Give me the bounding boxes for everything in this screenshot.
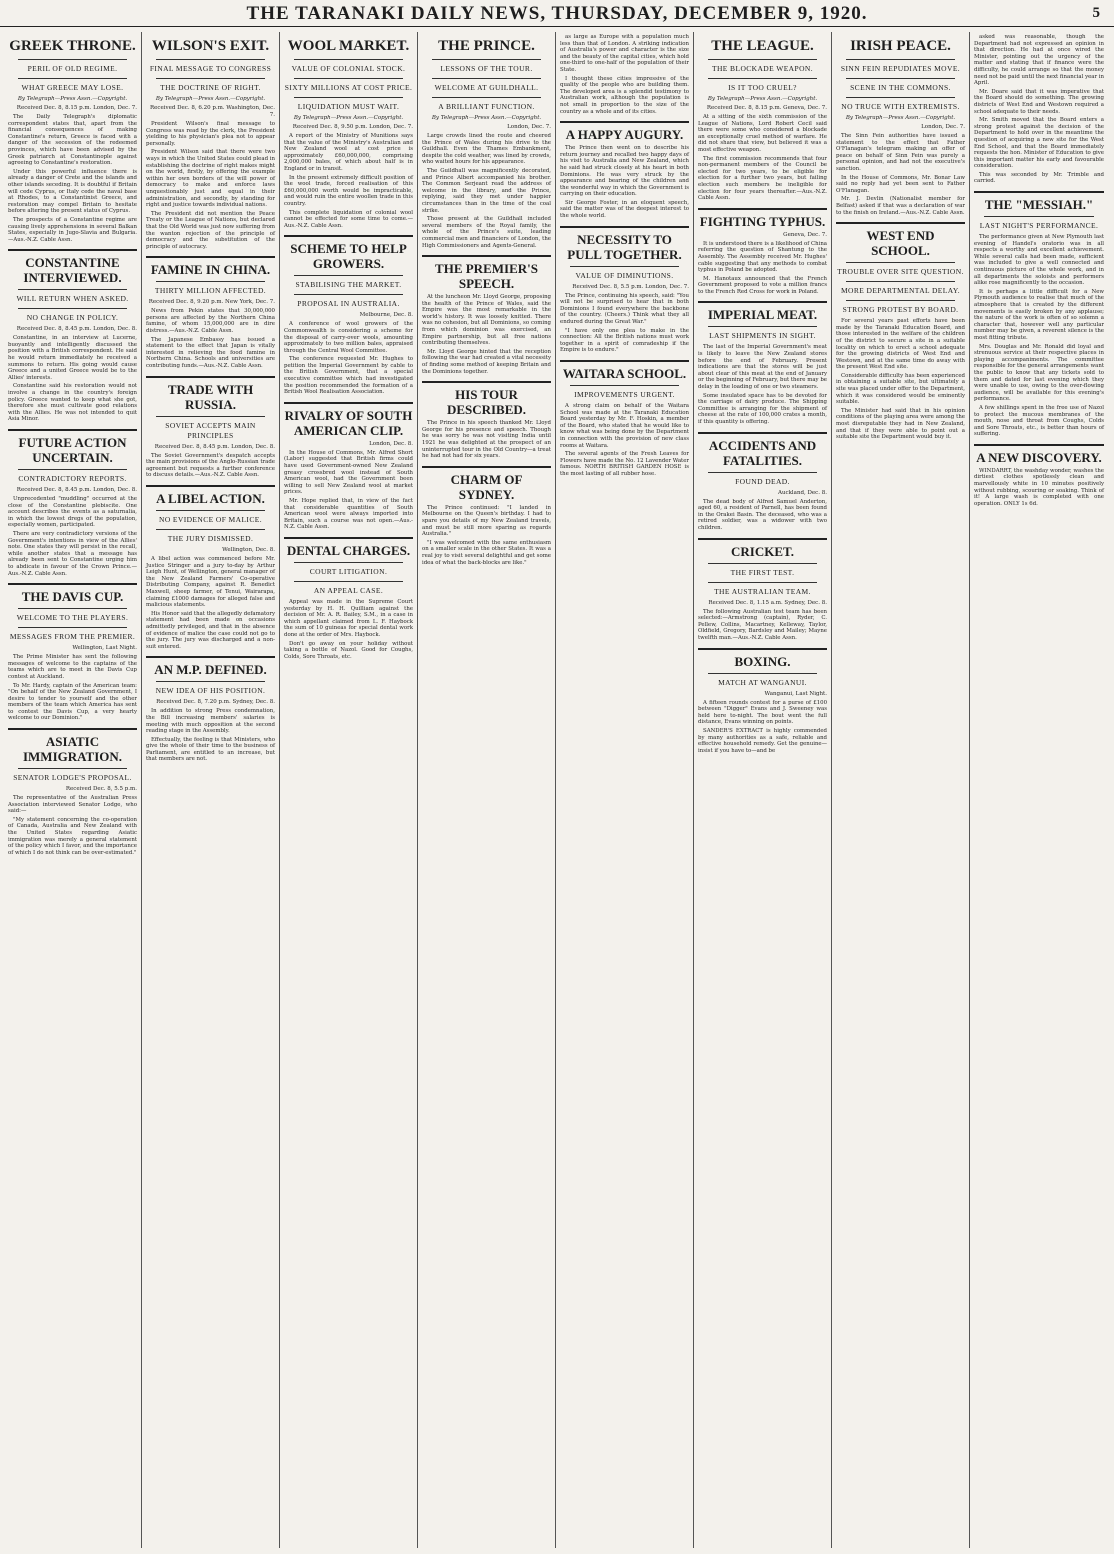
divider-rule (708, 472, 817, 473)
section-subhead: MATCH AT WANGANUI. (718, 677, 807, 687)
article-paragraph: The Daily Telegraph's diplomatic correspondent states that, apart from the financial consequences of making Constantine's return, Greece is faced with a danger of the secession of the redeemed provinces, which have been advised by the Greek patriarch at Constantinople against agreeing to Constantine's restoration. (8, 114, 137, 167)
article-subhead: FINAL MESSAGE TO CONGRESS (149, 64, 272, 73)
section-rule (560, 121, 689, 123)
divider-rule (156, 681, 265, 682)
divider-rule (846, 78, 955, 79)
section-subhead: LAST NIGHT'S PERFORMANCE. (979, 221, 1099, 231)
divider-rule (846, 281, 955, 282)
newspaper-title: THE TARANAKI DAILY NEWS, THURSDAY, DECEMBER 9, 1920. (246, 3, 868, 24)
section-paragraph: "I was welcomed with the same enthusiasm on a smaller scale in the other States. It was a real joy to visit several delightful and get some idea of what the back-blocks are like." (422, 539, 551, 566)
divider-rule (708, 563, 817, 564)
section-rule (422, 381, 551, 383)
section-paragraph: The Minister had said that in his opinion conditions of the playing area were among the most disreputable they had in New Zealand, and that if they were able to point out a suitable site the Department would buy it. (836, 407, 965, 441)
article-subhead: A BRILLIANT FUNCTION. (438, 102, 535, 111)
section-headline: DENTAL CHARGES. (286, 542, 411, 558)
section-headline: THE DAVIS CUP. (21, 589, 124, 605)
article-paragraph: The first commission recommends that four non-permanent members of the Council be elected for two years, to be eligible for election for a further two years, but failing election such members be ineligible for election for four years thereafter.—Aus.-N.Z. Cable Assn. (698, 155, 827, 202)
section-dateline: Received Dec. 8, 8.45 p.m. London, Dec. 8. (154, 443, 275, 450)
section-headline: THE PREMIER'S SPEECH. (435, 261, 538, 292)
section-headline: WEST END SCHOOL. (866, 228, 935, 259)
divider-rule (846, 300, 955, 301)
section-paragraph: The Prince in his speech thanked Mr. Lloyd George for his presence and speech. Though he was sorry he was not visiting India until 1921 he was delighted at the prospect of an uninterrupted tour in the Old Country—a treat he had not had for six years. (422, 420, 551, 460)
section-rule (8, 249, 137, 251)
section-rule (8, 728, 137, 730)
section-paragraph: The representative of the Australian Press Association interviewed Senator Lodge, who said:— (8, 795, 137, 815)
section-rule (146, 376, 275, 378)
section-rule (560, 360, 689, 362)
section-dateline: Wellington, Last Night. (72, 645, 137, 652)
section-subhead: IMPROVEMENTS URGENT. (574, 390, 675, 399)
section-dateline: Received Dec. 8, 9.20 p.m. New York, Dec. 7. (148, 299, 275, 306)
section-subhead: MESSAGES FROM THE PREMIER. (9, 632, 136, 642)
article-paragraph: In the House of Commons, Mr. Bonar Law said no reply had yet been sent to Father O'Flanagan. (836, 174, 965, 194)
wire-credit: By Telegraph—Press Assn.—Copyright. (17, 96, 128, 102)
section-paragraph: Some insulated space has to be devoted for the carriage of dairy produce. The Shipping Committee is arranging for the shipment of cheese at the rate of 100,000 crates a month, if this quantity is offering. (698, 392, 827, 425)
divider-rule (18, 627, 127, 628)
section-subhead: THE JURY DISMISSED. (167, 534, 254, 543)
divider-rule (294, 275, 403, 276)
section-paragraph: Constantine, in an interview at Lucerne, buoyantly and intelligently discussed the position with a British correspondent. He said he would return immediately he received a summons to return. His going would cause Greece and a united Greece would be to the Allies' interests. (8, 335, 137, 381)
article-paragraph: Large crowds lined the route and cheered the Prince of Wales during his drive to the Guildhall. Even the Thames Embankment, despite the cold weather, was lined by crowds, who waited hours for his appearance. (422, 133, 551, 166)
section-paragraph: Sir George Foster, in an eloquent speech, said the matter was of the deepest interest to the whole world. (560, 199, 689, 220)
divider-rule (18, 289, 127, 290)
section-dateline: Received Dec. 8, 5.5 p.m. (65, 786, 137, 793)
section-subhead: THE FIRST TEST. (730, 567, 795, 577)
article-subhead: WELCOME AT GUILDHALL. (434, 83, 539, 92)
section-dateline: Melbourne, Dec. 8. (359, 312, 413, 319)
section-subhead: THE AUSTRALIAN TEAM. (714, 586, 811, 596)
section-paragraph: The Prince then went on to describe his return journey and recalled two happy days of his visit to Australia and New Zealand, which he said had struck closely at his heart in both Dominions. He was very struck by the appearance and bearing of the children and the wonderful way in which the Government is carrying on their education. (560, 145, 689, 198)
section-rule (146, 656, 275, 658)
section-headline: FAMINE IN CHINA. (150, 262, 271, 278)
section-dateline: Received Dec. 8, 8.45 p.m. London, Dec. 8. (16, 487, 137, 493)
section-paragraph: This was seconded by Mr. Trimble and carried. (974, 171, 1104, 185)
section-paragraph: His Honor said that the allegedly defamatory statement had been made on occasions admittedly privileged, and that in the absence of evidence of malice the case could not go to the jury. The jury was discharged and a non-suit entered. (146, 610, 275, 650)
divider-rule (846, 97, 955, 98)
article-subhead: THE DOCTRINE OF RIGHT. (160, 83, 261, 92)
section-rule (560, 226, 689, 228)
section-headline: CRICKET. (731, 543, 794, 559)
section-paragraph: It is perhaps a little difficult for a New Plymouth audience to realise that much of the atmosphere that is created by the different movements is easily broken by any applause; the nature of the work is often of so solemn a character that, however well any particular number may be given, a reverent silence is the most fitting tribute. (974, 288, 1104, 341)
section-rule (698, 208, 827, 210)
section-paragraph: It is understood there is a likelihood of China referring the question of Shantung to the Assembly. The Assembly received Mr. Hughes' cable suggesting that any methods to combat typhus in Poland be adopted. (698, 240, 827, 274)
section-subhead: MORE DEPARTMENTAL DELAY. (840, 286, 961, 296)
article-paragraph: as large as Europe with a population much less than that of London. A striking indication of Australia's power and character is the size and the beauty of the capital cities, which hold one-third to one-half of the population of their State. (560, 34, 689, 73)
article-subhead: SCENE IN THE COMMONS. (850, 83, 951, 92)
wire-credit: By Telegraph—Press Assn.—Copyright. (431, 115, 542, 121)
section-paragraph: The Prince continued: "I landed in Melbourne on the Queen's birthday. I had to spare you details of my New Zealand travels, and must be still more sparing as regards Australia." (422, 504, 551, 538)
section-headline: SCHEME TO HELP GROWERS. (290, 241, 407, 272)
divider-rule (432, 59, 541, 60)
article-paragraph: In the present extremely difficult position of the wool trade, forced realisation of this £60,000,000 worth would be impracticable, and would ruin the entire woollen trade in this country. (284, 174, 413, 207)
section-subhead: TROUBLE OVER SITE QUESTION. (837, 267, 964, 277)
article-dateline: Received Dec. 8, 8.15 p.m. London, Dec. 7. (16, 105, 137, 111)
section-paragraph: To Mr. Hardy, captain of the American team: "On behalf of the New Zealand Government, I desire to tender to yourself and the other members of the team which America has sent to contest the Davis Cup, a very hearty welcome to our Dominion." (8, 682, 137, 722)
divider-rule (18, 608, 127, 609)
section-subhead: SOVIET ACCEPTS MAIN PRINCIPLES (165, 420, 256, 440)
divider-rule (18, 59, 127, 60)
section-paragraph: The following Australian test team has been selected:—Armstrong (captain), Ryder, C. Pellew, Collins, Macartney, Kelleway, Taylor, Oldfield, Gregory, Bardsley and Mailey; Mayne twelfth man.—Aus.-N.Z. Cable Assn. (698, 608, 827, 641)
divider-rule (846, 262, 955, 263)
section-rule (284, 537, 413, 539)
divider-rule (294, 294, 403, 295)
article-dateline: London, Dec. 7. (921, 124, 965, 130)
section-paragraph: "I have only one plea to make in the connection: All the British nations must work together in a spirit of comradeship if the Empire is to endure." (560, 327, 689, 354)
section-paragraph: In the House of Commons, Mr. Alfred Short (Labor) suggested that British firms could have used Government-owned New Zealand greasy crossbred wool instead of South American wool, had the Government been willing to sell New Zealand wool at market prices. (284, 449, 413, 496)
section-paragraph: Mr. Hope replied that, in view of the fact that considerable quantities of South American wool were always imported into Britain, such a course was not open.—Aus.-N.Z. Cable Assn. (284, 498, 413, 531)
article-subhead: VALUE OF COLONIAL STOCK. (291, 64, 406, 73)
section-subhead: VALUE OF DIMINUTIONS. (575, 270, 674, 280)
section-paragraph: Don't go away on your holiday without taking a bottle of Nazol. Good for Coughs, Colds, Sore Throats, etc. (284, 640, 413, 660)
section-subhead: AN APPEAL CASE. (313, 585, 384, 595)
article-headline: THE PRINCE. (438, 38, 535, 54)
section-headline: HIS TOUR DESCRIBED. (446, 387, 527, 418)
section-rule (698, 648, 827, 650)
divider-rule (708, 326, 817, 327)
article-subhead: IS IT TOO CRUEL? (728, 83, 797, 92)
section-paragraph: A fifteen rounds contest for a purse of £100 between "Digger" Evans and J. Sweeney was held here to-night. The bout went the full distance, Evans winning on points. (698, 699, 827, 726)
news-column (4, 32, 142, 1548)
section-subhead: STRONG PROTEST BY BOARD. (842, 305, 959, 315)
article-headline: WOOL MARKET. (287, 38, 410, 54)
page-number: 5 (1092, 5, 1100, 21)
article-paragraph: The President did not mention the Peace Treaty or the League of Nations, but declared that the Old World was just now suffering from the wanton rejection of the principle of democracy and the substitution of the principle of autocracy. (146, 210, 275, 250)
section-rule (284, 235, 413, 237)
article-headline: GREEK THRONE. (9, 38, 136, 54)
section-dateline: London, Dec. 8. (369, 440, 413, 447)
section-rule (974, 191, 1104, 193)
news-column (280, 32, 418, 1548)
section-rule (698, 301, 827, 303)
section-subhead: THIRTY MILLION AFFECTED. (154, 286, 267, 296)
wire-credit: By Telegraph—Press Assn.—Copyright. (293, 115, 404, 121)
section-paragraph: A conference of wool growers of the Commonwealth is considering a scheme for the disposal of carry-over wools, amounting approximately to two million bales, appraised through the Central Wool Committee. (284, 321, 413, 354)
section-headline: ACCIDENTS AND FATALITIES. (708, 437, 817, 468)
article-paragraph: At a sitting of the sixth commission of the League of Nations, Lord Robert Cecil said there were some who considered a blockade an exceptionally cruel method of warfare. He did not share that view, but believed it was a most effective weapon. (698, 114, 827, 153)
section-dateline: Received Dec. 8, 5.5 p.m. London, Dec. 7. (572, 283, 689, 290)
section-rule (146, 256, 275, 258)
section-rule (8, 429, 137, 431)
section-paragraph: The conference requested Mr. Hughes to petition the Imperial Government by cable to the British Government, that a special executive committee which had investigated the position recommended the formation of a British Wool Realisation Association. (284, 356, 413, 396)
divider-rule (156, 281, 265, 282)
section-headline: THE "MESSIAH." (984, 197, 1094, 213)
section-subhead: FOUND DEAD. (735, 476, 790, 486)
divider-rule (294, 78, 403, 79)
divider-rule (570, 266, 679, 267)
section-rule (836, 222, 965, 224)
wire-credit: By Telegraph—Press Assn.—Copyright. (845, 115, 956, 121)
article-dateline: Received Dec. 8, 6.20 p.m. Washington, Dec. 7. (149, 105, 275, 118)
section-paragraph: The Japanese Embassy has issued a statement to the effect that Japan is vitally interested in relieving the food famine in Northern China. Schools and universities are contributing funds.—Aus.-N.Z. Cable Assn. (146, 336, 275, 370)
divider-rule (18, 78, 127, 79)
section-rule (146, 485, 275, 487)
article-headline: WILSON'S EXIT. (151, 38, 270, 54)
section-subhead: NO CHANGE IN POLICY. (26, 313, 119, 323)
section-paragraph: At the luncheon Mr. Lloyd George, proposing the health of the Prince of Wales, said the Empire was the most remarkable in the world's history. It was loosely knitted. There was no cohesion, but all Dominions, so coming from which dominion was exercised, an Empire partnership, but all free nations contributing themselves. (422, 294, 551, 347)
divider-rule (708, 582, 817, 583)
section-paragraph: Constantine said his restoration would not involve a change in the country's foreign policy. Greece wanted to keep what she got, therefore she must cultivate good relations with the Allies. He was not intended to quit Asia Minor. (8, 383, 137, 423)
section-rule (698, 538, 827, 540)
section-paragraph: WINDARRT, the washday wonder, washes the dirtiest clothes spotlessly clean and marvellously white in 10 minutes positively without rubbing, scouring or soaking. Think of it! A large wash is completed with one operation. ONLY 1s 6d. (974, 467, 1104, 507)
section-headline: FIGHTING TYPHUS. (699, 213, 826, 229)
news-column (556, 32, 694, 1548)
section-headline: CHARM OF SYDNEY. (450, 471, 523, 502)
divider-rule (18, 308, 127, 309)
article-dateline: Received Dec. 8, 9.50 p.m. London, Dec. 7. (292, 124, 413, 130)
section-subhead: NEW IDEA OF HIS POSITION. (155, 686, 266, 696)
section-subhead: COURT LITIGATION. (309, 566, 388, 576)
section-rule (698, 432, 827, 434)
news-column (970, 32, 1108, 1548)
section-headline: A HAPPY AUGURY. (565, 127, 684, 143)
article-subhead: NO TRUCE WITH EXTREMISTS. (841, 102, 960, 111)
masthead (0, 0, 1114, 27)
divider-rule (294, 562, 403, 563)
divider-rule (156, 416, 265, 417)
article-paragraph: Under this powerful influence there is already a danger of Crete and the islands and other islands seceding. It is doubtful if Britain will cede Cyprus, or Italy cede the naval base at Rhodes, to a Constantinist Greece, and restoration may compel Britain to hesitate before altering the present status of Cyprus. (8, 168, 137, 215)
article-subhead: WHAT GREECE MAY LOSE. (21, 83, 124, 92)
divider-rule (294, 59, 403, 60)
section-subhead: CONTRADICTORY REPORTS. (18, 474, 127, 483)
news-column (694, 32, 832, 1548)
section-paragraph: SANDER'S EXTRACT is highly commended by many authorities as a safe, reliable and effective household remedy. Get the genuine—insist if you have to—and be (698, 727, 827, 754)
section-paragraph: The performance given at New Plymouth last evening of Handel's oratorio was in all respects a worthy and excellent achievement. While several calls had been made, sufficient was included to give a well connected and continuous picture of the whole work, and in all departments the soloists and performers alike rose magnificently to the occasion. (974, 234, 1104, 287)
section-paragraph: Appeal was made in the Supreme Court yesterday by H. H. Quilliam against the decision of Mr. A. R. Bailey, S.M., in a case in which appellant claimed from L. F. Haybock the sum of 10 guineas for special dental work done at the order of Mrs. Haybock. (284, 598, 413, 638)
section-rule (8, 583, 137, 585)
article-dateline: Received Dec. 8, 8.15 p.m. Geneva, Dec. 7. (706, 105, 827, 111)
article-subhead: THE BLOCKADE WEAPON. (712, 64, 813, 73)
section-paragraph: The several agents of the Fresh Leaves for Flowers have made the No. 12 Lavender Water famous. NORTH BRITISH GARDEN HOSE is the most lasting of all rubber hose. (560, 451, 689, 477)
divider-rule (18, 469, 127, 470)
section-paragraph: The Soviet Government's despatch accepts the main provisions of the Anglo-Russian trade agreement but requests a further conference to discuss details.—Aus.-N.Z. Cable Assn. (146, 452, 275, 479)
section-paragraph: A few shillings spent in the free use of Nazol to protect the mucous membranes of the mouth, nose and throat from Coughs, Colds and Sore Throats, etc., is better than hours of suffering. (974, 404, 1104, 438)
article-paragraph: The Guildhall was magnificently decorated, and Prince Albert accompanied his brother. The Common Serjeant read the address of welcome in the library, and the Prince, replying, said they met under happier circumstances than in the time of the coal strike. (422, 167, 551, 214)
article-paragraph: President Wilson said that there were two ways in which the United States could plead in establishing the doctrine of right makes might on the world, firstly, by offering the example within her own borders of the will power of democracy to make and enforce laws unquestionably just and equal in their administration, and secondly, by standing for right and justice towards individual nations. (146, 149, 275, 209)
section-headline: BOXING. (734, 653, 791, 669)
section-paragraph: Mrs. Douglas and Mr. Ronald did loyal and strenuous service at their respective places in playing accompaniments. The committee responsible for the general arrangements want the public to know that any tickets sold to them and dated for last evening which they were unable to use, owing to the over-flowing audience, will be available for this evening's performance. (974, 343, 1104, 403)
section-dateline: Received Dec. 8, 1.15 a.m. Sydney, Dec. 8. (708, 599, 827, 606)
article-paragraph: The Sinn Fein authorities have issued a statement to the effect that Father O'Flanagan's telegram making an offer of peace on behalf of Sinn Fein was purely a personal opinion, and had not the executive's sanction. (836, 133, 965, 172)
section-subhead: PROPOSAL IN AUSTRALIA. (297, 299, 400, 309)
article-subhead: LESSONS OF THE TOUR. (440, 64, 533, 73)
article-subhead: LIQUIDATION MUST WAIT. (297, 102, 400, 111)
article-paragraph: The prospects of a Constantine regime are causing lively apprehensions in several Balkan States, especially in Jugo-Slavia and Bulgaria.—Aus.-N.Z. Cable Assn. (8, 216, 137, 243)
section-paragraph: Unprecedented "muddling" occurred at the close of the Constantine plebiscite. One account describes the events as a saturnalia, in which the lowest dregs of the population, especially women, participated. (8, 496, 137, 529)
section-headline: A LIBEL ACTION. (156, 491, 265, 506)
wire-credit: By Telegraph—Press Assn.—Copyright. (155, 96, 266, 102)
divider-rule (984, 216, 1094, 217)
divider-rule (18, 768, 127, 769)
article-paragraph: asked was reasonable, though the Department had not expressed an opinion in that direction. He had at once wired the Minister, pointing out the urgency of the matter and stating that if finance were the difficulty, he could arrange so that the money need not be paid until the next financial year in April. (974, 34, 1104, 87)
section-paragraph: For several years past efforts have been made by the Taranaki Education Board, and those interested in the welfare of the children of the district to secure a site in a suitable locality on which to erect a school adequate for the growing districts of West End and Westown, and at the same time do away with the present West End site. (836, 318, 965, 371)
section-paragraph: M. Hanotaux announced that the French Government proposed to vote a million francs to the French Red Cross for work in Poland. (698, 275, 827, 295)
section-headline: ASIATIC IMMIGRATION. (22, 734, 123, 765)
article-headline: THE LEAGUE. (711, 38, 814, 54)
page-columns (4, 32, 1110, 1548)
section-rule (974, 444, 1104, 446)
article-paragraph: Those present at the Guildhall included several members of the Royal family, the whole of the Prince's suite, leading commercial men and financiers of London, the High Commissioners and Agents-General. (422, 216, 551, 249)
section-paragraph: Mr. Lloyd George hinted that the reception following the war had created a vital necessity of finding some method of keeping Britain and the Dominions together. (422, 348, 551, 375)
section-headline: NECESSITY TO PULL TOGETHER. (567, 231, 682, 262)
divider-rule (156, 529, 265, 530)
section-paragraph: A strong claim on behalf of the Waitara School was made at the Taranaki Education Board yesterday by Mr. F. Hoskin, a member of the Board, who stated that he would like to know what was being done by the Department in connection with the provision of new class rooms at Waitara. (560, 403, 689, 449)
section-subhead: SENATOR LODGE'S PROPOSAL. (13, 773, 132, 783)
divider-rule (432, 78, 541, 79)
divider-rule (156, 59, 265, 60)
section-headline: FUTURE ACTION UNCERTAIN. (18, 435, 127, 465)
section-dateline: Received Dec. 8, 7.20 p.m. Sydney, Dec. 8. (156, 699, 275, 706)
section-rule (422, 466, 551, 468)
news-column (832, 32, 970, 1548)
article-paragraph: President Wilson's final message to Congress was read by the clerk, the President yielding to his physician's plea not to appear personally. (146, 121, 275, 147)
section-subhead: NO EVIDENCE OF MALICE. (159, 515, 262, 524)
news-column (142, 32, 280, 1548)
article-paragraph: A report of the Ministry of Munitions says that the value of the Ministry's Australian and New Zealand wool at cost price is approximately £60,000,000, comprising 2,000,000 bales, of which about half is in England or in transit. (284, 133, 413, 172)
section-paragraph: A libel action was commenced before Mr. Justice Stringer and a jury to-day by Arthur Leigh Hunt, of Wellington, general manager of the New Zealand Farmers' Co-operative Distributing Company, against R. Benedict Maxwell, sheep farmer, of Tenui, Wairarapa, claiming £1000 damages for alleged false and malicious statements. (146, 556, 275, 609)
section-subhead: LAST SHIPMENTS IN SIGHT. (709, 331, 816, 341)
section-headline: RIVALRY OF SOUTH AMERICAN CLIP. (284, 407, 413, 438)
section-paragraph: News from Pekin states that 30,000,000 persons are affected by the Northern China famine, of whom 15,000,000 are in dire distress.—Aus.-N.Z. Cable Assn. (146, 308, 275, 335)
section-dateline: Received Dec. 8, 8.45 p.m. London, Dec. 8. (16, 326, 137, 333)
article-headline: IRISH PEACE. (850, 38, 951, 54)
article-paragraph: Mr. J. Devlin (Nationalist member for Belfast) asked if that was a declaration of war to the finish on Ireland.—Aus.-N.Z. Cable Assn. (836, 196, 965, 216)
article-subhead: SIXTY MILLIONS AT COST PRICE. (284, 83, 413, 92)
section-headline: AN M.P. DEFINED. (154, 662, 267, 678)
section-paragraph: Considerable difficulty has been experienced in obtaining a suitable site, but ultimately a site was placed under offer to the Department, which it was considered would be eminently suitable. (836, 372, 965, 406)
section-headline: CONSTANTINE INTERVIEWED. (23, 255, 122, 286)
section-paragraph: The dead body of Alfred Samuel Anderton, aged 60, a resident of Parnell, has been found in the Orakei Basin. The deceased, who was a retired soldier, was a widower with two children. (698, 498, 827, 531)
section-paragraph: Effectually, the feeling is that Ministers, who give the whole of their time to the business of Parliament, are entitled to an increase, but that members are not. (146, 736, 275, 763)
divider-rule (846, 59, 955, 60)
divider-rule (708, 673, 817, 674)
divider-rule (156, 78, 265, 79)
article-paragraph: I thought these cities impressive of the quality of the people who are building them. The developed area is a splendid testimony to Australian work, although the population is not small in proportion to the size of the country as a whole and of its cities. (560, 75, 689, 115)
section-headline: WAITARA SCHOOL. (562, 366, 687, 381)
article-paragraph: Mr. Doare said that it was imperative that the Board should do something. The growing districts of West End and Westown required a school adequate to their needs. (974, 88, 1104, 115)
divider-rule (156, 510, 265, 511)
section-dateline: Auckland, Dec. 8. (777, 489, 827, 496)
section-rule (284, 402, 413, 404)
section-paragraph: There are very contradictory versions of the Government's intentions in view of the Allies' note. One states they will persist in the recall, while another states that a message has already been sent to Constantine urging him to abdicate in favour of the Crown Prince.—Aus.-N.Z. Cable Assn. (8, 530, 137, 577)
section-rule (422, 255, 551, 257)
section-paragraph: In addition to strong Press condemnation, the Bill increasing members' salaries is meeting with much opposition at the second reading stage in the Assembly. (146, 708, 275, 735)
divider-rule (432, 97, 541, 98)
article-subhead: SINN FEIN REPUDIATES MOVE. (840, 64, 961, 73)
section-subhead: STABILISING THE MARKET. (295, 280, 402, 290)
divider-rule (708, 59, 817, 60)
divider-rule (708, 78, 817, 79)
section-paragraph: The last of the Imperial Government's meat is likely to leave the New Zealand stores before the end of February. Present indications are that the stores will be just about clear of this meat at the end of January or the beginning of February, but there may be delay in the loading of one or two steamers. (698, 344, 827, 391)
section-dateline: Wellington, Dec. 8. (222, 547, 275, 553)
wire-credit: By Telegraph—Press Assn.—Copyright. (707, 96, 818, 102)
section-headline: A NEW DISCOVERY. (976, 449, 1102, 465)
article-dateline: London, Dec. 7. (507, 124, 551, 130)
news-column (418, 32, 556, 1548)
article-subhead: PERIL OF OLD REGIME. (27, 64, 118, 73)
divider-rule (294, 97, 403, 98)
section-paragraph: Mr. Smith moved that the Board enters a strong protest against the decision of the Department to hold over in the meantime the question of acquiring a new site for the West End School, and that the Board immediately requests the hon. Minister of Education to give this important matter his early and favourable consideration. (974, 117, 1104, 170)
section-dateline: Geneva, Dec. 7. (783, 231, 827, 238)
section-headline: IMPERIAL MEAT. (707, 307, 818, 323)
section-subhead: WILL RETURN WHEN ASKED. (16, 294, 129, 304)
section-paragraph: The Prime Minister has sent the following messages of welcome to the captains of the teams which are to meet in the Davis Cup contest at Auckland. (8, 654, 137, 680)
divider-rule (570, 385, 679, 386)
section-subhead: WELCOME TO THE PLAYERS. (16, 613, 129, 623)
section-paragraph: The Prince, continuing his speech, said: "You will not be surprised to hear that in both Dominions I found everywhere the backbone of the country. (Cheers.) Think what they all endured during the Great War." (560, 292, 689, 326)
divider-rule (294, 581, 403, 582)
section-dateline: Wanganui, Last Night. (764, 690, 827, 697)
section-paragraph: "My statement concerning the co-operation of Canada, Australia and New Zealand with the United States regarding Asiatic immigration was merely a general statement of the policy which I favor, and the importance of which I do not think can be over-estimated." (8, 816, 137, 856)
section-headline: TRADE WITH RUSSIA. (167, 381, 254, 412)
article-paragraph: This complete liquidation of colonial wool cannot be effected for some time to come.—Aus.-N.Z. Cable Assn. (284, 209, 413, 229)
